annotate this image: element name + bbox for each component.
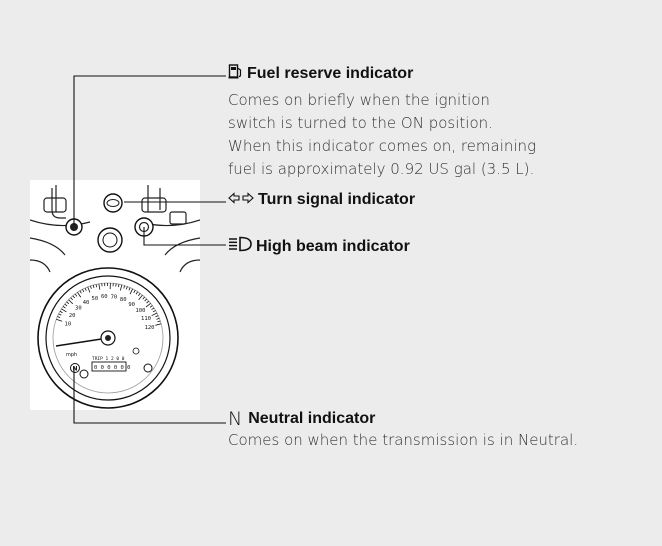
scale-label: 30	[75, 305, 82, 312]
neutral-callout	[228, 410, 578, 452]
odometer-digits: 0 0 0 0 0 0	[94, 365, 131, 371]
turn-signal-arrows-icon	[228, 191, 254, 209]
unit-label: mph	[66, 352, 78, 358]
fuel-reserve-title-row	[228, 63, 536, 84]
scale-label: 120	[144, 325, 155, 332]
scale-label: 40	[82, 299, 90, 306]
scale-label: 80	[119, 297, 127, 304]
fuel-leader	[74, 76, 226, 225]
description-line: Comes on when the transmission is in Neutral.	[228, 431, 579, 449]
scale-label: 10	[64, 321, 72, 328]
scale-label: 100	[135, 308, 146, 315]
description-line: When this indicator comes on, remaining	[228, 137, 537, 155]
high-beam-leader	[144, 227, 226, 245]
neutral-title-row	[228, 410, 578, 428]
scale-label: 20	[68, 313, 76, 320]
high-beam-icon	[228, 236, 252, 257]
fuel-reserve-callout	[228, 63, 536, 181]
fuel-pump-icon	[228, 63, 243, 84]
high-beam-title-row	[228, 236, 410, 257]
high-beam-callout	[228, 236, 410, 257]
turn-signal-title: Turn signal indicator	[258, 191, 416, 208]
fuel-reserve-description	[228, 89, 536, 181]
neutral-leader	[72, 365, 226, 423]
trip-label: TRIP 1 2 0 0	[92, 357, 125, 362]
description-line: Comes on briefly when the ignition	[228, 91, 490, 109]
description-line: switch is turned to the ON position.	[228, 114, 493, 132]
description-line: fuel is approximately 0.92 US gal (3.5 L).	[228, 160, 535, 178]
neutral-title: Neutral indicator	[248, 410, 376, 427]
neutral-description	[228, 429, 578, 452]
scale-label: 90	[128, 301, 135, 308]
scale-label: 110	[141, 316, 151, 323]
scale-label: 60	[101, 294, 108, 301]
scale-label: 50	[91, 295, 99, 302]
fuel-reserve-title: Fuel reserve indicator	[247, 64, 414, 82]
turn-signal-title-row	[228, 191, 415, 209]
high-beam-title: High beam indicator	[256, 237, 410, 255]
turn-signal-callout	[228, 191, 415, 209]
neutral-n-icon: N	[228, 408, 243, 430]
scale-label: 70	[110, 294, 118, 301]
neutral-lamp-letter: N	[72, 365, 78, 373]
